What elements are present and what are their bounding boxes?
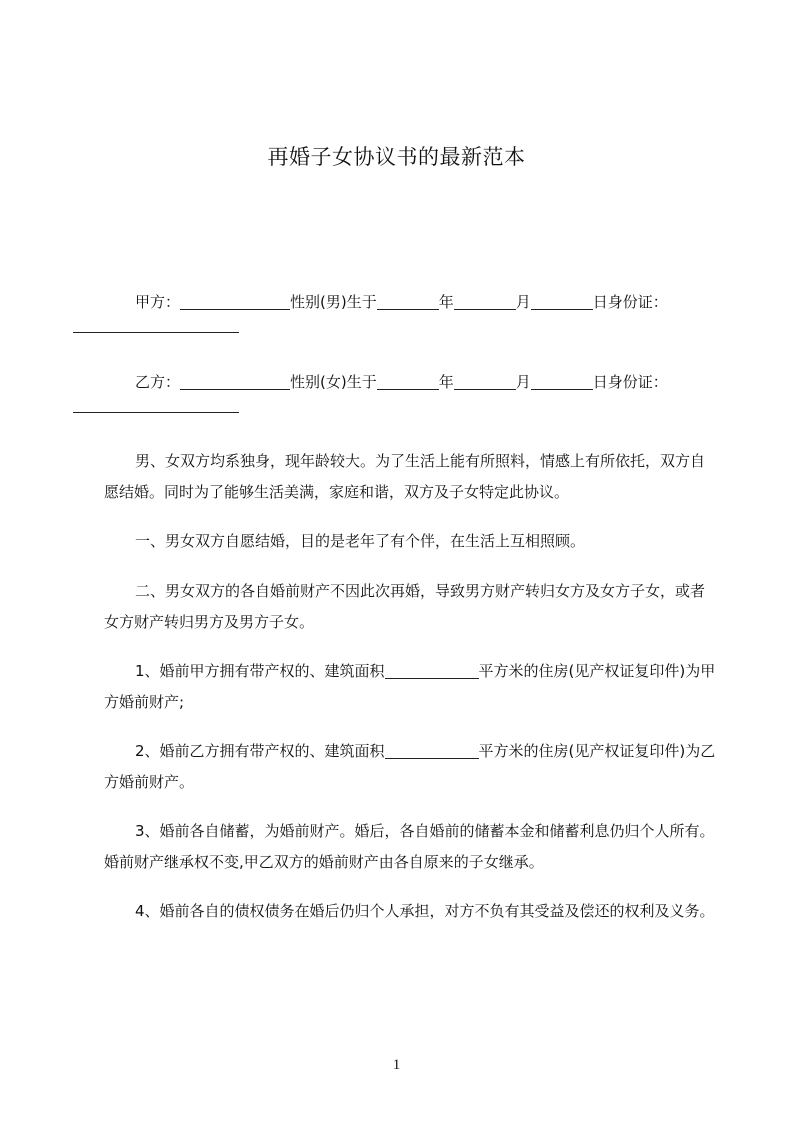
party-a-gender: 性别(男)生于 <box>290 293 377 311</box>
item-two-text-after: 平方米的住房(见产权证复印件)为乙方婚前财产。 <box>104 742 716 791</box>
item-one-text-before: 1、婚前甲方拥有带产权的、建筑面积 <box>135 662 385 680</box>
party-b-day-blank <box>531 372 593 390</box>
item-two-area-blank <box>385 741 479 759</box>
party-b-month-blank <box>454 372 516 390</box>
party-a-year-label: 年 <box>438 293 454 311</box>
party-a-label: 甲方： <box>135 293 181 311</box>
party-a-name-blank <box>180 292 290 310</box>
party-a-day-blank <box>531 292 593 310</box>
party-a-line <box>104 287 716 333</box>
item-two-paragraph <box>104 736 716 798</box>
party-b-name-blank <box>180 372 290 390</box>
party-b-id-blank <box>73 398 239 413</box>
clause-one: 一、男女双方自愿结婚，目的是老年了有个伴，在生活上互相照顾。 <box>135 532 586 550</box>
item-one-area-blank <box>385 661 479 679</box>
party-a-id-blank <box>73 318 239 333</box>
party-b-month-label: 月 <box>515 373 531 391</box>
party-b-year-label: 年 <box>438 373 454 391</box>
clause-two: 二、男女双方的各自婚前财产不因此次再婚，导致男方财产转归女方及女方子女，或者女方财产转归男方及男方子女。 <box>104 582 706 631</box>
item-three-paragraph: 3、婚前各自储蓄，为婚前财产。婚后，各自婚前的储蓄本金和储蓄利息仍归个人所有。婚前财产继承权不变,甲乙双方的婚前财产由各自原来的子女继承。 <box>104 822 715 871</box>
party-a-month-label: 月 <box>515 293 531 311</box>
item-two-text-before: 2、婚前乙方拥有带产权的、建筑面积 <box>135 742 385 760</box>
item-four-paragraph: 4、婚前各自的债权债务在婚后仍归个人承担，对方不负有其受益及偿还的权利及义务。 <box>135 902 715 920</box>
party-a-year-blank <box>377 292 439 310</box>
document-title: 再婚子女协议书的最新范本 <box>267 145 526 169</box>
page-number: 1 <box>392 1057 401 1073</box>
item-one-paragraph <box>104 656 716 718</box>
intro-paragraph: 男、女双方均系独身，现年龄较大。为了生活上能有所照料，情感上有所依托，双方自愿结婚。同时为了能够生活美满，家庭和谐，双方及子女特定此协议。 <box>104 452 706 501</box>
party-b-line <box>104 367 716 413</box>
party-a-month-blank <box>454 292 516 310</box>
party-b-year-blank <box>377 372 439 390</box>
party-b-gender: 性别(女)生于 <box>290 373 377 391</box>
party-a-id-label: 日身份证： <box>592 293 668 311</box>
party-b-id-label: 日身份证： <box>592 373 668 391</box>
party-b-label: 乙方： <box>135 373 181 391</box>
item-one-text-after: 平方米的住房(见产权证复印件)为甲方婚前财产; <box>104 662 716 711</box>
